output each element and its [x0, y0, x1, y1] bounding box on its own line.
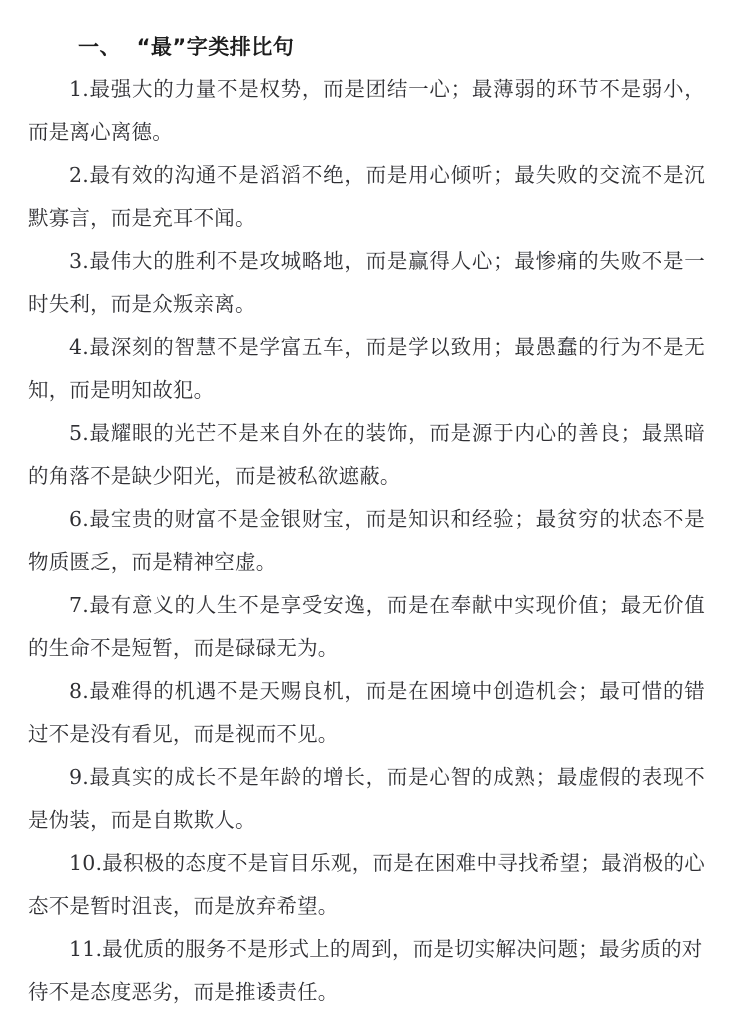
page-title: 一、 “最”字类排比句: [78, 35, 295, 59]
paragraph-list: [28, 68, 705, 1014]
paragraph: 3.最伟大的胜利不是攻城略地，而是赢得人心；最惨痛的失败不是一时失利，而是众叛亲离。: [28, 249, 705, 316]
paragraph: 8.最难得的机遇不是天赐良机，而是在困境中创造机会；最可惜的错过不是没有看见，而是视而不见。: [28, 679, 705, 746]
paragraph: 6.最宝贵的财富不是金银财宝，而是知识和经验；最贫穷的状态不是物质匮乏，而是精神空虚。: [28, 507, 705, 574]
paragraph: 7.最有意义的人生不是享受安逸，而是在奉献中实现价值；最无价值的生命不是短暂，而是碌碌无为。: [28, 593, 705, 660]
paragraph: 10.最积极的态度不是盲目乐观，而是在困难中寻找希望；最消极的心态不是暂时沮丧，而是放弃希望。: [28, 851, 705, 918]
paragraph: 9.最真实的成长不是年龄的增长，而是心智的成熟；最虚假的表现不是伪装，而是自欺欺人。: [28, 765, 705, 832]
paragraph: 11.最优质的服务不是形式上的周到，而是切实解决问题；最劣质的对待不是态度恶劣，而是推诿责任。: [28, 937, 703, 1004]
paragraph: 4.最深刻的智慧不是学富五车，而是学以致用；最愚蠢的行为不是无知，而是明知故犯。: [28, 335, 705, 402]
paragraph: 2.最有效的沟通不是滔滔不绝，而是用心倾听；最失败的交流不是沉默寡言，而是充耳不闻。: [28, 163, 705, 230]
paragraph: 1.最强大的力量不是权势，而是团结一心；最薄弱的环节不是弱小，而是离心离德。: [28, 77, 705, 144]
paragraph: 5.最耀眼的光芒不是来自外在的装饰，而是源于内心的善良；最黑暗的角落不是缺少阳光，而是被私欲遮蔽。: [28, 421, 705, 488]
